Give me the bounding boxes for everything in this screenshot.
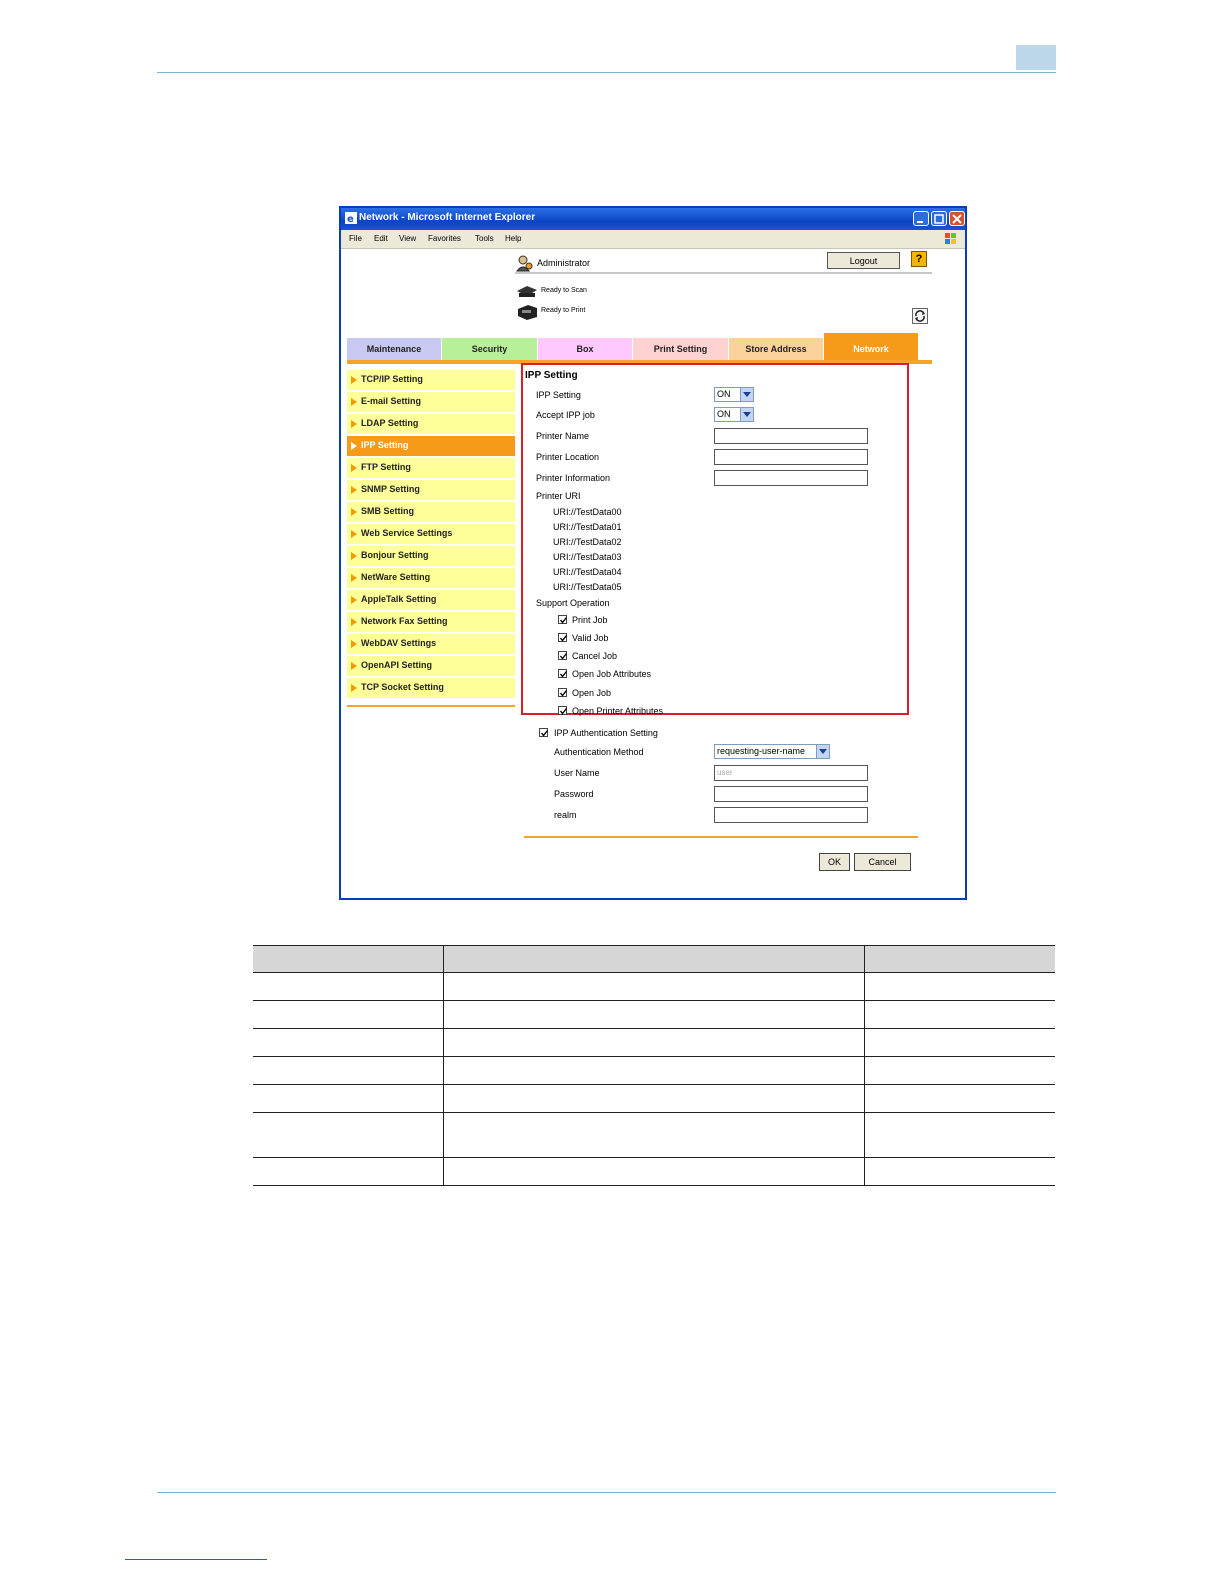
print-job-checkbox[interactable] xyxy=(558,615,567,624)
open-job-label: Open Job xyxy=(572,688,612,698)
table-cell xyxy=(253,1113,443,1157)
table-header-row xyxy=(253,945,1055,973)
menu-help[interactable]: Help xyxy=(505,234,522,243)
table-cell xyxy=(443,946,865,972)
window-title: Network - Microsoft Internet Explorer xyxy=(359,212,536,223)
table-cell xyxy=(443,1085,865,1112)
table-cell xyxy=(864,1158,1056,1185)
scanner-icon xyxy=(516,283,538,299)
sidebar xyxy=(347,370,515,700)
table-row xyxy=(253,1113,1055,1158)
chevron-down-icon xyxy=(740,388,753,401)
menu-file[interactable]: File xyxy=(349,234,362,243)
table-row xyxy=(253,1057,1055,1085)
ipp-setting-select[interactable]: ON xyxy=(714,387,754,402)
table-cell xyxy=(443,1001,865,1028)
arrow-right-icon xyxy=(351,376,357,384)
ie-icon xyxy=(345,212,357,224)
chevron-down-icon xyxy=(740,408,753,421)
ipp-setting-label: IPP Setting xyxy=(536,390,581,400)
menu-favorites[interactable]: Favorites xyxy=(428,234,461,243)
cancel-job-label: Cancel Job xyxy=(572,651,618,661)
checkmark-icon xyxy=(559,634,568,643)
sidebar-item-snmp[interactable]: SNMP Setting xyxy=(347,480,515,500)
description-table xyxy=(253,945,1055,1186)
menu-view[interactable]: View xyxy=(399,234,417,243)
header-divider xyxy=(515,272,932,274)
uri-item: URI://TestData03 xyxy=(553,552,622,562)
close-icon xyxy=(952,214,962,224)
tab-box[interactable]: Box xyxy=(538,338,632,360)
ipp-authentication-label: IPP Authentication Setting xyxy=(554,728,658,738)
user-name-input[interactable]: user xyxy=(714,765,868,781)
table-row xyxy=(253,1029,1055,1057)
administrator-icon xyxy=(516,254,534,272)
sidebar-item-smb[interactable]: SMB Setting xyxy=(347,502,515,522)
arrow-right-icon xyxy=(351,552,357,560)
table-cell xyxy=(864,973,1056,1000)
logout-button[interactable]: Logout xyxy=(827,252,900,269)
authentication-method-label: Authentication Method xyxy=(554,747,644,757)
table-cell xyxy=(864,1085,1056,1112)
password-label: Password xyxy=(554,789,594,799)
sidebar-item-web-service[interactable]: Web Service Settings xyxy=(347,524,515,544)
user-name: Administrator xyxy=(537,258,591,268)
uri-item: URI://TestData00 xyxy=(553,507,622,517)
open-printer-attributes-checkbox[interactable] xyxy=(558,706,567,715)
sidebar-item-appletalk[interactable]: AppleTalk Setting xyxy=(347,590,515,610)
refresh-button[interactable] xyxy=(912,308,928,324)
table-cell xyxy=(443,1029,865,1056)
sidebar-item-network-fax[interactable]: Network Fax Setting xyxy=(347,612,515,632)
sidebar-item-tcp-socket[interactable]: TCP Socket Setting xyxy=(347,678,515,698)
table-cell xyxy=(864,946,1056,972)
table-cell xyxy=(443,1057,865,1084)
printer-information-label: Printer Information xyxy=(536,473,611,483)
accept-ipp-job-select[interactable]: ON xyxy=(714,407,754,422)
svg-text:e: e xyxy=(347,214,354,224)
table-cell xyxy=(864,1001,1056,1028)
menu-bar xyxy=(341,230,965,249)
accept-ipp-job-label: Accept IPP job xyxy=(536,410,595,420)
table-cell xyxy=(253,1029,443,1056)
arrow-right-icon xyxy=(351,464,357,472)
help-button[interactable]: ? xyxy=(911,251,927,267)
maximize-button[interactable] xyxy=(931,211,947,226)
table-row xyxy=(253,1158,1055,1186)
table-cell xyxy=(864,1057,1056,1084)
ipp-authentication-checkbox[interactable] xyxy=(539,728,548,737)
arrow-right-icon xyxy=(351,442,357,450)
minimize-button[interactable] xyxy=(913,211,929,226)
minimize-icon xyxy=(916,214,926,224)
checkmark-icon xyxy=(559,652,568,661)
printer-information-input[interactable] xyxy=(714,470,868,486)
arrow-right-icon xyxy=(351,398,357,406)
ok-button[interactable]: OK xyxy=(819,853,850,871)
open-job-checkbox[interactable] xyxy=(558,688,567,697)
arrow-right-icon xyxy=(351,684,357,692)
sidebar-item-openapi[interactable]: OpenAPI Setting xyxy=(347,656,515,676)
realm-input[interactable] xyxy=(714,807,868,823)
arrow-right-icon xyxy=(351,640,357,648)
cancel-button[interactable]: Cancel xyxy=(854,853,911,871)
table-cell xyxy=(443,973,865,1000)
header-rule xyxy=(157,72,1056,73)
valid-job-label: Valid Job xyxy=(572,633,609,643)
arrow-right-icon xyxy=(351,420,357,428)
sidebar-item-email[interactable]: E-mail Setting xyxy=(347,392,515,412)
page-content: Administrator Logout ? Ready to Scan Ready to Print Maintenance Security Box Print Setting Store Address Network TCP/IP Setting E-mail Setting LDAP Setting IPP Setting FTP Setting SNMP Setting SMB Setting Web Service Settings Bonjour Setting NetWare Setting AppleTalk Setting Network Fax Setting WebDAV Settings OpenAPI Setting TCP Socket Setting IPP Setting IPP Setting ON Accept IPP job ON Printer Name Printer Location Printer Information Printer URI URI://TestData00 URI://TestData01 URI://TestData02 URI://TestData03 URI://TestData04 URI://TestData05 Support Operation Print Job Valid Job Cancel Job Open Job Attributes Open Job Open Printer Attributes IPP Authentication Setting Authentication Method requesting-user-name User Name user Password realm OK Cancel xyxy=(343,249,963,896)
arrow-right-icon xyxy=(351,596,357,604)
checkmark-icon xyxy=(559,616,568,625)
chevron-down-icon xyxy=(816,745,829,758)
sidebar-item-ipp[interactable]: IPP Setting xyxy=(347,436,515,456)
arrow-right-icon xyxy=(351,530,357,538)
checkmark-icon xyxy=(559,670,568,679)
printer-name-input[interactable] xyxy=(714,428,868,444)
table-cell xyxy=(253,1001,443,1028)
tab-security[interactable]: Security xyxy=(442,338,537,360)
title-bar xyxy=(341,208,965,230)
printer-uri-label: Printer URI xyxy=(536,491,581,501)
realm-label: realm xyxy=(554,810,577,820)
close-button[interactable] xyxy=(949,211,965,226)
form-divider xyxy=(524,836,918,838)
sidebar-item-netware[interactable]: NetWare Setting xyxy=(347,568,515,588)
print-job-label: Print Job xyxy=(572,615,608,625)
windows-logo-icon xyxy=(943,231,959,247)
password-input[interactable] xyxy=(714,786,868,802)
table-cell xyxy=(443,1113,865,1157)
printer-name-label: Printer Name xyxy=(536,431,590,441)
menu-tools[interactable]: Tools xyxy=(475,234,494,243)
uri-item: URI://TestData05 xyxy=(553,582,622,592)
open-job-attributes-checkbox[interactable] xyxy=(558,669,567,678)
refresh-icon xyxy=(913,309,927,323)
tab-maintenance[interactable]: Maintenance xyxy=(347,338,441,360)
sidebar-item-ftp[interactable]: FTP Setting xyxy=(347,458,515,478)
sidebar-item-bonjour[interactable]: Bonjour Setting xyxy=(347,546,515,566)
table-row xyxy=(253,1001,1055,1029)
sidebar-item-webdav[interactable]: WebDAV Settings xyxy=(347,634,515,654)
table-row xyxy=(253,973,1055,1001)
table-row xyxy=(253,1085,1055,1113)
arrow-right-icon xyxy=(351,508,357,516)
valid-job-checkbox[interactable] xyxy=(558,633,567,642)
table-cell xyxy=(253,973,443,1000)
cancel-job-checkbox[interactable] xyxy=(558,651,567,660)
tab-network[interactable]: Network xyxy=(824,333,918,360)
section-title: IPP Setting xyxy=(525,370,578,381)
support-operation-label: Support Operation xyxy=(536,598,610,608)
table-cell xyxy=(864,1029,1056,1056)
printer-location-label: Printer Location xyxy=(536,452,600,462)
uri-item: URI://TestData04 xyxy=(553,567,622,577)
printer-icon xyxy=(516,303,538,321)
uri-item: URI://TestData02 xyxy=(553,537,622,547)
sidebar-item-tcpip[interactable]: TCP/IP Setting xyxy=(347,370,515,390)
arrow-right-icon xyxy=(351,486,357,494)
table-cell xyxy=(253,946,443,972)
open-job-attributes-label: Open Job Attributes xyxy=(572,669,652,679)
authentication-method-select[interactable]: requesting-user-name xyxy=(714,744,830,759)
footer-link-underline xyxy=(125,1559,267,1560)
user-name-label: User Name xyxy=(554,768,600,778)
browser-window xyxy=(339,206,967,900)
tab-print-setting[interactable]: Print Setting xyxy=(633,338,728,360)
main-tabs xyxy=(347,338,932,360)
open-printer-attributes-label: Open Printer Attributes xyxy=(572,706,664,716)
table-cell xyxy=(443,1158,865,1185)
tab-store-address[interactable]: Store Address xyxy=(729,338,823,360)
table-cell xyxy=(253,1085,443,1112)
table-cell xyxy=(864,1113,1056,1157)
sidebar-divider xyxy=(347,705,515,707)
arrow-right-icon xyxy=(351,662,357,670)
checkmark-icon xyxy=(559,707,568,716)
checkmark-icon xyxy=(559,689,568,698)
corner-tab xyxy=(1016,45,1056,70)
arrow-right-icon xyxy=(351,574,357,582)
uri-item: URI://TestData01 xyxy=(553,522,622,532)
checkmark-icon xyxy=(540,729,549,738)
table-cell xyxy=(253,1057,443,1084)
sidebar-item-ldap[interactable]: LDAP Setting xyxy=(347,414,515,434)
menu-edit[interactable]: Edit xyxy=(374,234,388,243)
footer-rule xyxy=(157,1492,1056,1493)
arrow-right-icon xyxy=(351,618,357,626)
table-cell xyxy=(253,1158,443,1185)
printer-location-input[interactable] xyxy=(714,449,868,465)
maximize-icon xyxy=(934,214,944,224)
